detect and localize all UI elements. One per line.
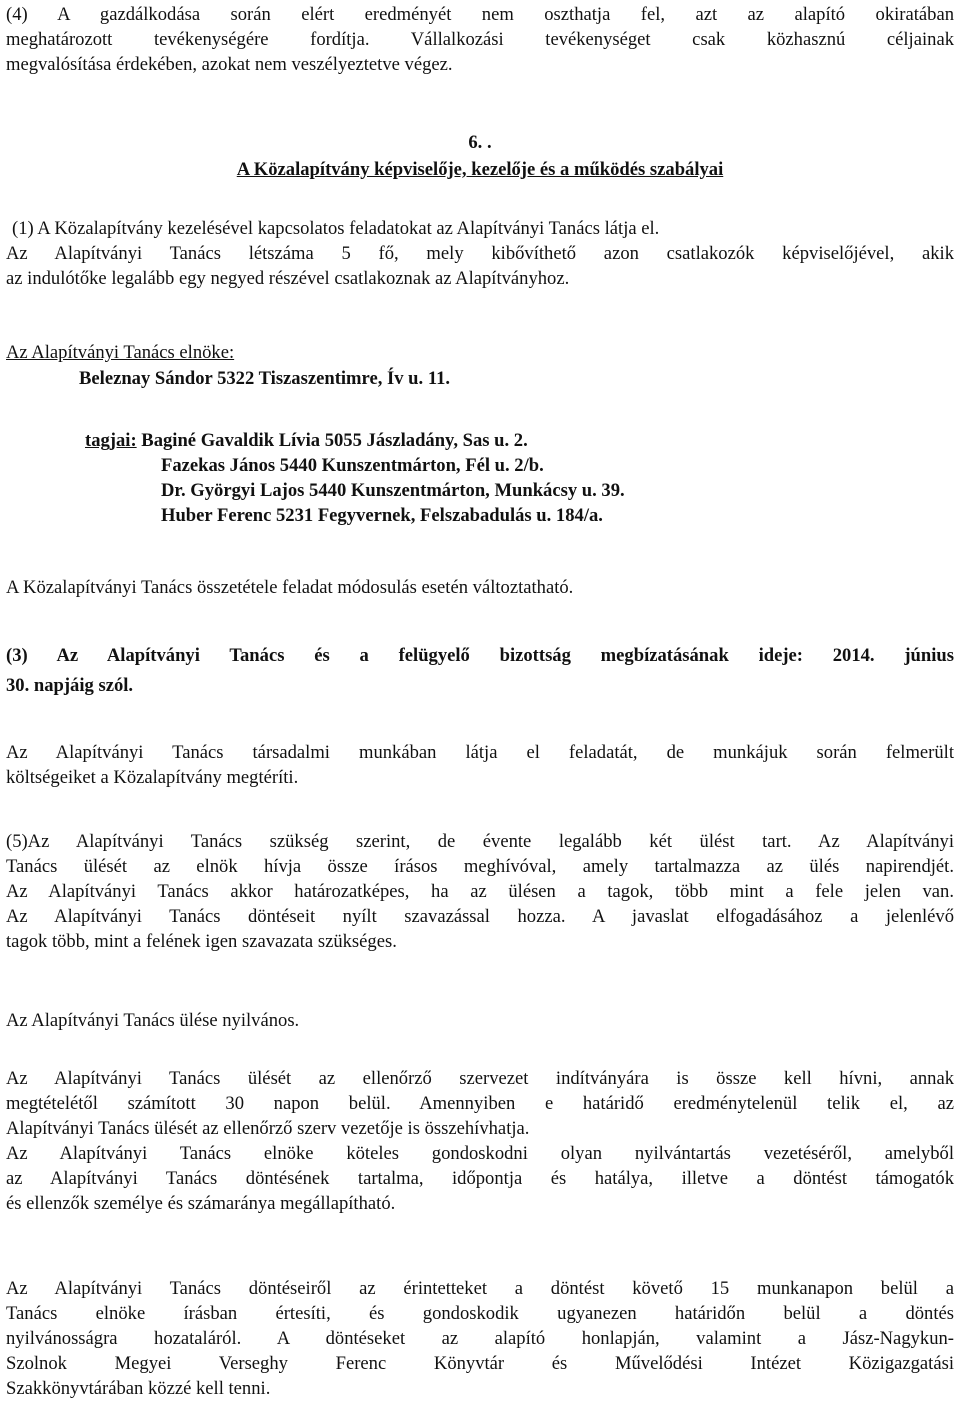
member-item: Dr. Györgyi Lajos 5440 Kunszentmárton, Munkácsy u. 39.: [161, 480, 625, 501]
paragraph-4: [6, 2, 954, 77]
decisions-line: Tanács elnöke írásban értesíti, és gondoskodik ugyanezen határidőn belül a döntés: [6, 1303, 954, 1324]
member-item: Fazekas János 5440 Kunszentmárton, Fél u. 2/b.: [161, 455, 544, 476]
control-line: és ellenzők személye és számaránya megállapítható.: [6, 1193, 396, 1214]
paragraph-5-line: Az Alapítványi Tanács döntéseit nyílt szavazással hozza. A javaslat elfogadásához a jelenlévő: [6, 906, 954, 927]
members-label: tagjai:: [85, 430, 137, 451]
decisions-line: nyilvánosságra hozataláról. A döntéseket az alapító honlapján, valamint a Jász-Nagykun-: [6, 1328, 954, 1349]
paragraph-1-line: (1) A Közalapítvány kezelésével kapcsolatos feladatokat az Alapítványi Tanács látja el.: [12, 218, 660, 239]
paragraph-1: [6, 216, 954, 291]
member-item: Huber Ferenc 5231 Fegyvernek, Felszabadulás u. 184/a.: [161, 505, 603, 526]
paragraph-5-line: tagok több, mint a felének igen szavazata szükséges.: [6, 931, 397, 952]
chair-name: Beleznay Sándor 5322 Tiszaszentimre, Ív u. 11.: [79, 368, 451, 389]
section-title: A Közalapítvány képviselője, kezelője és a működés szabályai: [236, 159, 724, 180]
composition-note: A Közalapítványi Tanács összetétele feladat módosulás esetén változtatható.: [6, 577, 574, 598]
paragraph-1-line: az indulótőke legalább egy negyed részével csatlakoznak az Alapítványhoz.: [6, 268, 570, 289]
decisions-line: Szolnok Megyei Verseghy Ferenc Könyvtár és Művelődési Intézet Közigazgatási: [6, 1353, 954, 1374]
control-line: megtételétől számított 30 napon belül. Amennyiben e határidő eredménytelenül telik el, az: [6, 1093, 954, 1114]
paragraph-3-line: (3) Az Alapítványi Tanács és a felügyelő bizottság megbízatásának ideje: 2014. június: [6, 645, 954, 666]
social-work-paragraph: [6, 740, 954, 790]
member-name: Baginé Gavaldik Lívia 5055 Jászladány, Sas u. 2.: [141, 430, 528, 451]
paragraph-3: [6, 643, 954, 698]
member-item: [85, 428, 945, 453]
section-number: 6. .: [468, 132, 492, 153]
paragraph-4-line: megvalósítása érdekében, azokat nem veszélyeztetve végez.: [6, 54, 453, 75]
paragraph-5: [6, 829, 954, 954]
decisions-line: Szakkönyvtárában közzé kell tenni.: [6, 1378, 271, 1399]
paragraph-4-line: meghatározott tevékenységére fordítja. Vállalkozási tevékenységet csak közhasznú céljainak: [6, 29, 954, 50]
decisions-line: Az Alapítványi Tanács döntéseiről az érintetteket a döntést követő 15 munkanapon belül a: [6, 1278, 954, 1299]
control-paragraph: [6, 1066, 954, 1216]
social-line: költségeiket a Közalapítvány megtéríti.: [6, 767, 299, 788]
members-list: [85, 428, 945, 528]
paragraph-4-line: (4) A gazdálkodása során elért eredményét nem oszthatja fel, azt az alapító okiratában: [6, 4, 954, 25]
paragraph-1-line: Az Alapítványi Tanács létszáma 5 fő, mely kibővíthető azon csatlakozók képviselőjével, akik: [6, 243, 954, 264]
decisions-paragraph: [6, 1276, 954, 1401]
control-line: Az Alapítványi Tanács elnöke köteles gondoskodni olyan nyilvántartás vezetéséről, amelyből: [6, 1143, 954, 1164]
public-session-note: Az Alapítványi Tanács ülése nyilvános.: [6, 1010, 300, 1031]
control-line: Alapítványi Tanács ülését az ellenőrző szerv vezetője is összehívhatja.: [6, 1118, 530, 1139]
control-line: az Alapítványi Tanács döntésének tartalma, időpontja és hatálya, illetve a döntést támogatók: [6, 1168, 954, 1189]
paragraph-3-line: 30. napjáig szól.: [6, 675, 134, 696]
control-line: Az Alapítványi Tanács ülését az ellenőrző szervezet indítványára is össze kell hívni, annak: [6, 1068, 954, 1089]
paragraph-5-line: Tanács ülését az elnök hívja össze írásos meghívóval, amely tartalmazza az ülés napirendjét.: [6, 856, 954, 877]
chair-label: Az Alapítványi Tanács elnöke:: [6, 342, 235, 363]
social-line: Az Alapítványi Tanács társadalmi munkában látja el feladatát, de munkájuk során felmerült: [6, 742, 954, 763]
paragraph-5-line: (5)Az Alapítványi Tanács szükség szerint, de évente legalább két ülést tart. Az Alapítványi: [6, 831, 954, 852]
paragraph-5-line: Az Alapítványi Tanács akkor határozatképes, ha az ülésen a tagok, több mint a fele jelen van.: [6, 881, 954, 902]
